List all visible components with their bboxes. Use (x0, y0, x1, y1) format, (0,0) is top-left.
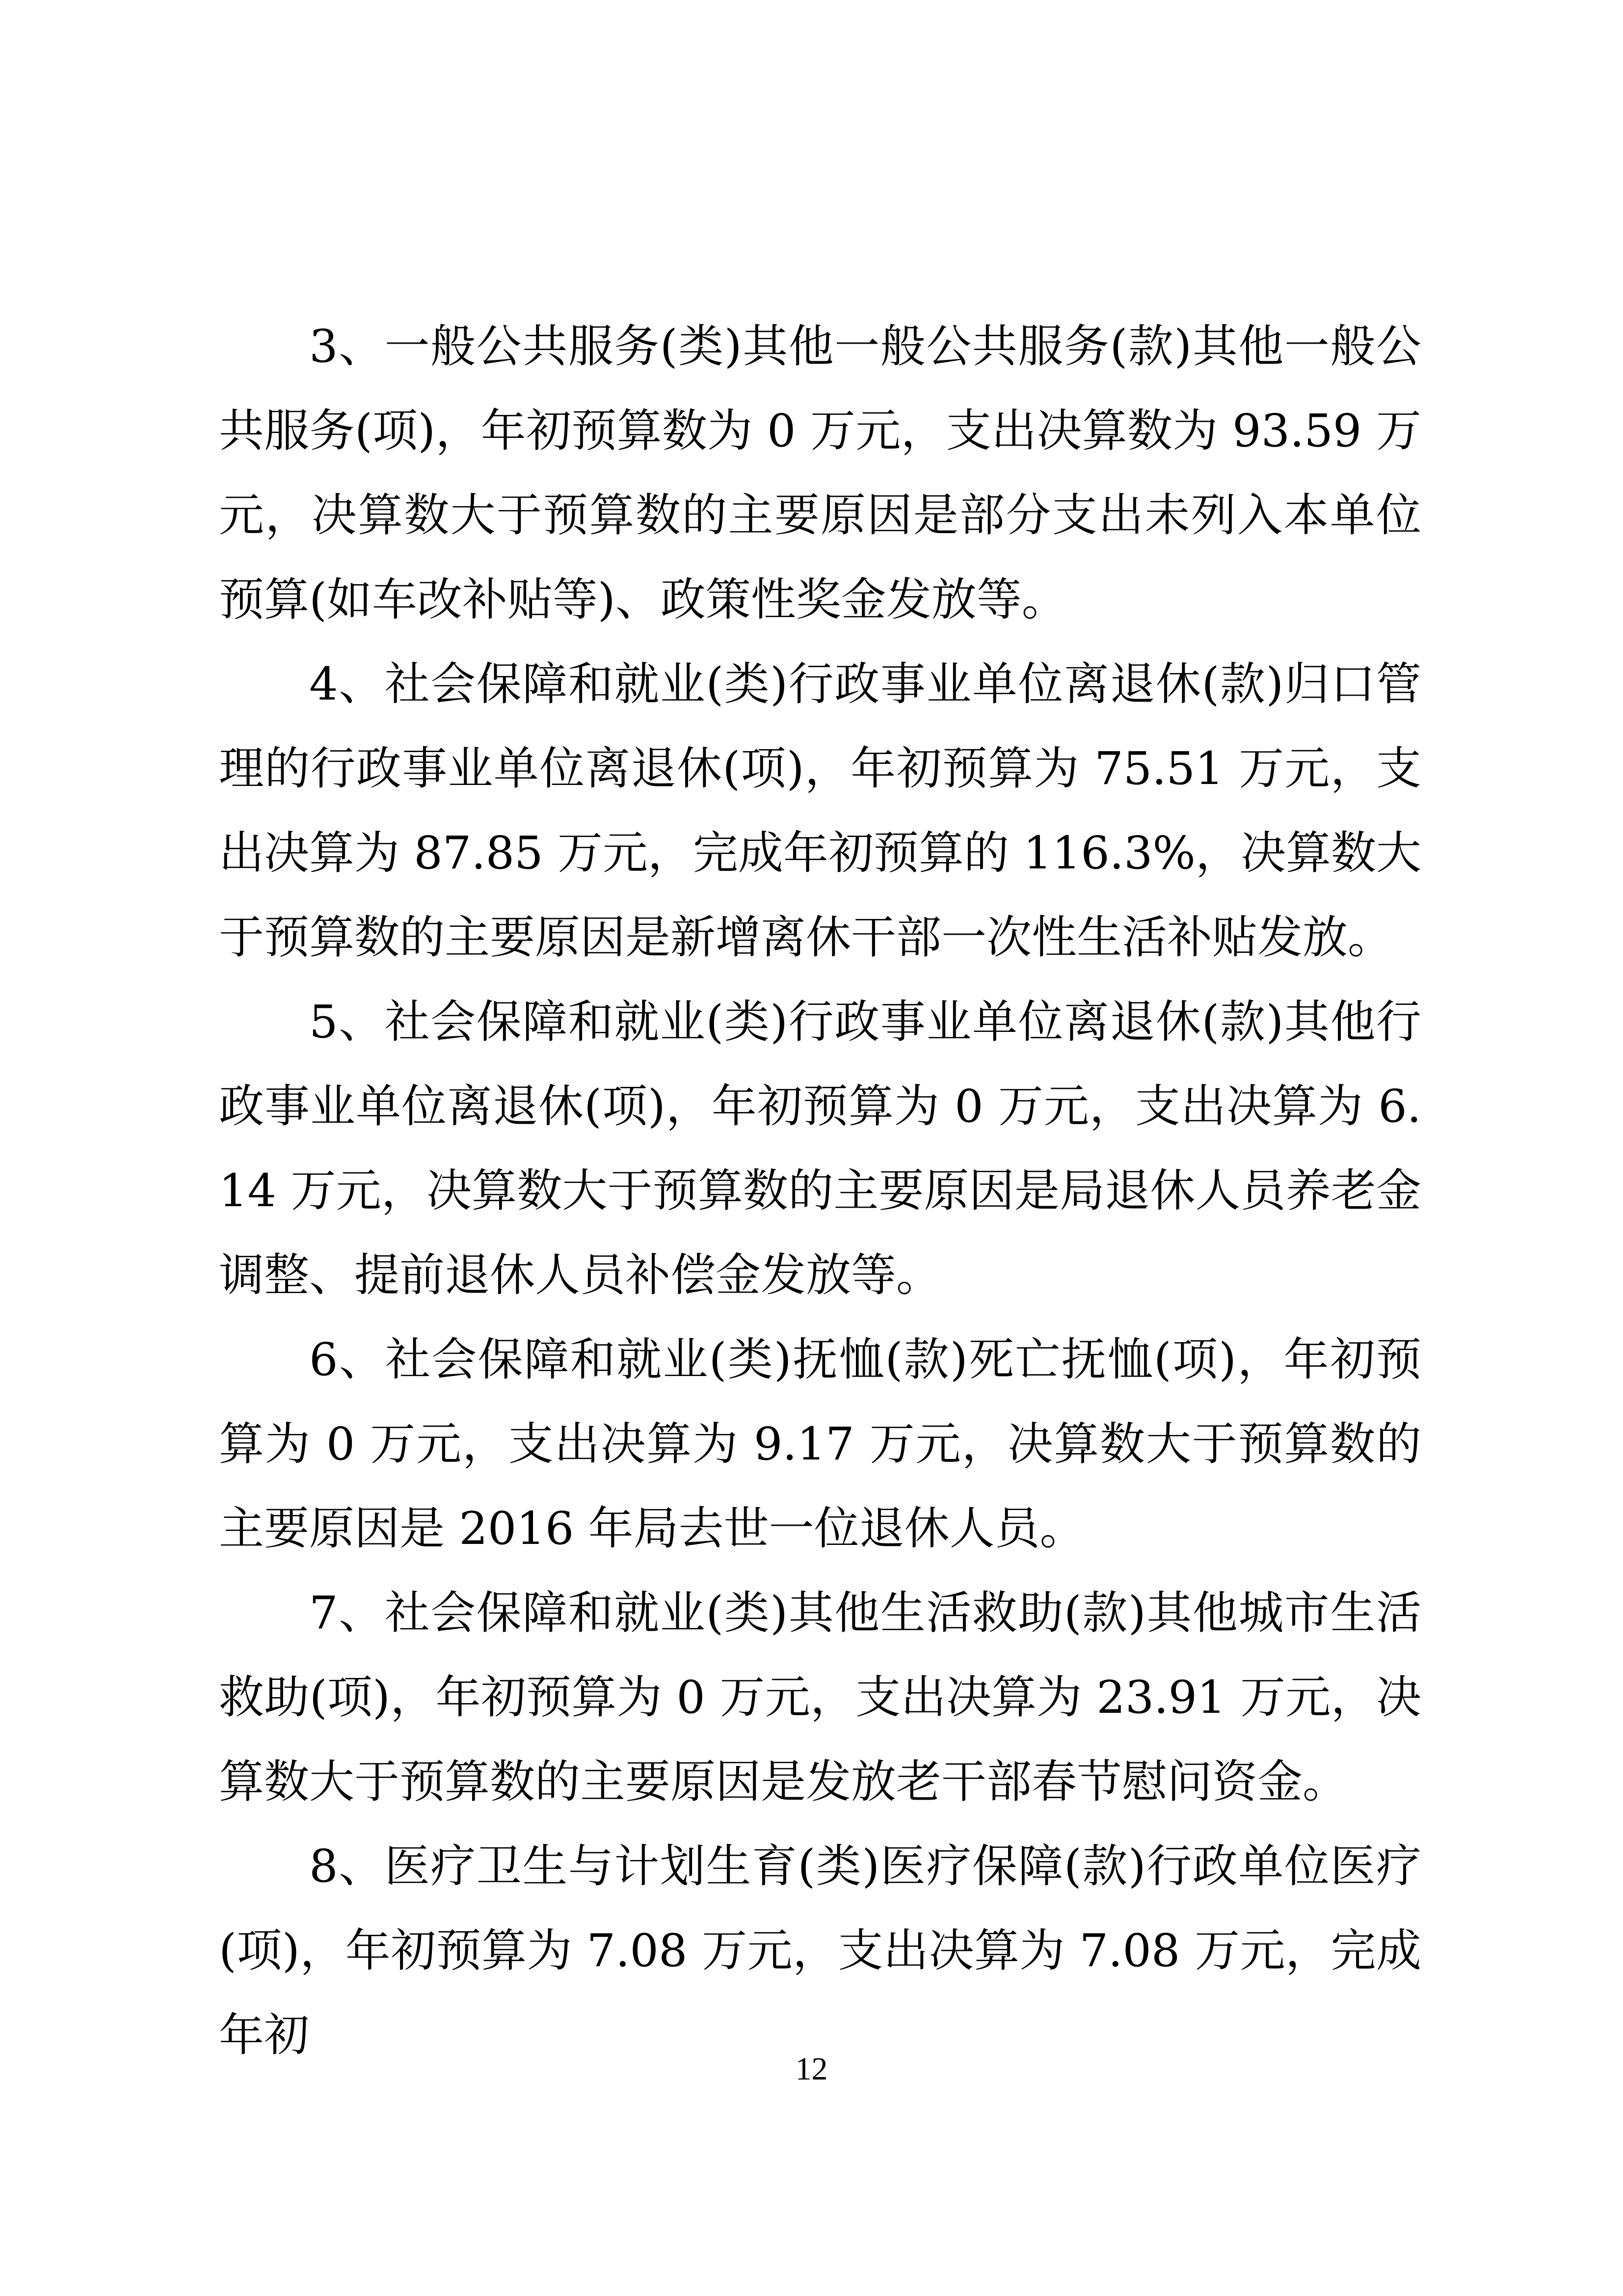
paragraph-item-7: 7、社会保障和就业(类)其他生活救助(款)其他城市生活救助(项)，年初预算为 0 万元，支出决算为 23.91 万元，决算数大于预算数的主要原因是发放老干部春节慰问资金。 (219, 1587, 1421, 1808)
paragraph-item-6: 6、社会保障和就业(类)抚恤(款)死亡抚恤(项)，年初预算为 0 万元，支出决算为 9.17 万元，决算数大于预算数的主要原因是 2016 年局去世一位退休人员。 (219, 1333, 1421, 1555)
paragraph-item-8: 8、医疗卫生与计划生育(类)医疗保障(款)行政单位医疗(项)，年初预算为 7.08 万元，支出决算为 7.08 万元，完成年初 (219, 1840, 1421, 2061)
page-number: 12 (795, 2051, 828, 2087)
paragraph-item-4: 4、社会保障和就业(类)行政事业单位离退休(款)归口管理的行政事业单位离退休(项)，年初预算为 75.51 万元，支出决算为 87.85 万元，完成年初预算的 116.3%，决算数大于预算数的主要原因是新增离休干部一次性生活补贴发放。 (219, 658, 1421, 964)
document-body (219, 304, 1421, 2078)
paragraph-item-5: 5、社会保障和就业(类)行政事业单位离退休(款)其他行政事业单位离退休(项)，年初预算为 0 万元，支出决算为 6.14 万元，决算数大于预算数的主要原因是局退休人员养老金调整、提前退休人员补偿金发放等。 (219, 996, 1421, 1301)
paragraph-item-3: 3、一般公共服务(类)其他一般公共服务(款)其他一般公共服务(项)，年初预算数为 0 万元，支出决算数为 93.59 万元，决算数大于预算数的主要原因是部分支出未列入本单位预算(如车改补贴等)、政策性奖金发放等。 (219, 320, 1421, 626)
